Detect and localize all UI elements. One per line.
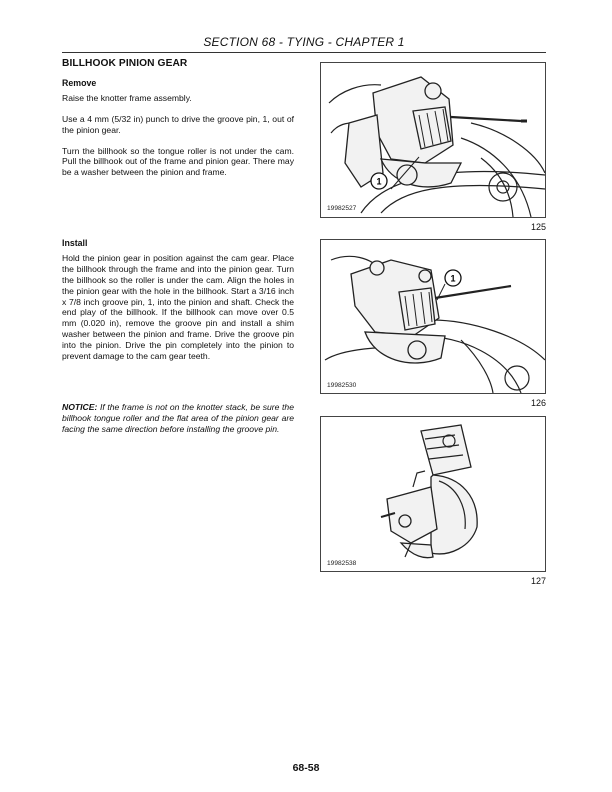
knotter-install-illustration xyxy=(321,240,545,393)
figure-image-id: 19982530 xyxy=(327,382,357,389)
install-heading: Install xyxy=(62,238,88,248)
figure-number: 125 xyxy=(530,222,546,232)
page-number: 68-58 xyxy=(292,762,320,774)
notice-text: If the frame is not on the knotter stack, be sure the billhook tongue roller and the flat area of the pinion gear are facing the same direction before installing the groove pin. xyxy=(62,402,294,434)
figure-image-id: 19982538 xyxy=(327,560,357,567)
remove-heading: Remove xyxy=(62,77,97,88)
remove-step-3: Turn the billhook so the tongue roller is not under the cam. Pull the billhook out of the frame and pinion gear. There may be a washer between the pinion and frame. xyxy=(62,145,294,178)
figure-number: 127 xyxy=(530,576,546,586)
notice-label: NOTICE: xyxy=(62,402,98,412)
install-text-block xyxy=(62,238,294,362)
callout-label: 1 xyxy=(450,273,456,284)
knotter-assembly-illustration xyxy=(321,417,545,571)
remove-step-2: Use a 4 mm (5/32 in) punch to drive the groove pin, 1, out of the pinion gear. xyxy=(62,113,294,135)
procedure-title: BILLHOOK PINION GEAR xyxy=(62,58,188,69)
knotter-removal-illustration xyxy=(321,63,545,217)
callout-label: 1 xyxy=(376,176,382,187)
header-divider xyxy=(62,52,546,53)
install-step-1: Hold the pinion gear in position against the cam gear. Place the billhook through the frame and into the pinion gear. Turn the billhook so the roller is under the cam. Align the holes in the pinion gear with the hole in the billhook. Start a 3/16 inch x 7/8 inch groove pin, 1, into the pinion and shaft. Check the end play of the billhook. If the billhook can move over 0.5 mm (0.020 in), remove the groove pin and install a shim washer between the pinion and frame. Drive the groove pin into the pinion. Drive the pin completely into the pinion to prevent damage to the cam gear teeth. xyxy=(62,252,294,362)
remove-step-1: Raise the knotter frame assembly. xyxy=(62,92,192,103)
remove-text-block xyxy=(62,59,294,178)
figure-image-id: 19982527 xyxy=(327,205,357,212)
figure-number: 126 xyxy=(530,398,546,408)
figure-126 xyxy=(320,239,546,394)
section-header: SECTION 68 - TYING - CHAPTER 1 xyxy=(203,35,405,49)
figure-127 xyxy=(320,416,546,572)
notice-block xyxy=(62,402,294,435)
figure-125 xyxy=(320,62,546,218)
